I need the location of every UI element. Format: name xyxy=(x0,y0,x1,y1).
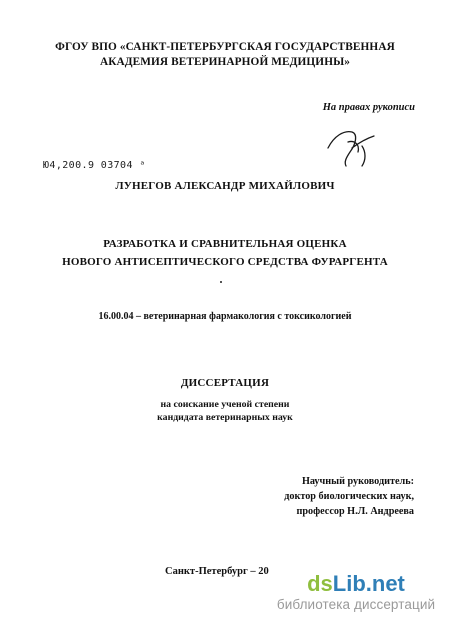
organization-line-2: АКАДЕМИЯ ВЕТЕРИНАРНОЙ МЕДИЦИНЫ» xyxy=(99,56,351,68)
handwritten-signature xyxy=(322,122,378,170)
title-line-2: НОВОГО АНТИСЕПТИЧЕСКОГО СРЕДСТВА ФУРАРГЕНТА xyxy=(62,256,388,268)
dslib-watermark[interactable] xyxy=(271,572,441,612)
registration-stamp-number: Ю4,200.9 03704 ᵃ xyxy=(43,160,146,171)
specialty-code: 16.00.04 – ветеринарная фармакология с токсикологией xyxy=(98,311,352,322)
supervisor-label: Научный руководитель: xyxy=(301,476,414,487)
watermark-caption: библиотека диссертаций xyxy=(276,597,436,612)
title-line-1: РАЗРАБОТКА И СРАВНИТЕЛЬНАЯ ОЦЕНКА xyxy=(103,238,347,250)
supervisor-name: профессор Н.Л. Андреева xyxy=(296,506,414,517)
watermark-logo xyxy=(271,572,441,596)
place-and-year: Санкт-Петербург – 20 xyxy=(165,566,269,577)
degree-line-1: на соискание ученой степени xyxy=(160,399,290,410)
document-type: ДИССЕРТАЦИЯ xyxy=(180,377,270,389)
author-name: ЛУНЕГОВ АЛЕКСАНДР МИХАЙЛОВИЧ xyxy=(115,180,335,192)
organization-header xyxy=(0,40,450,70)
stray-mark xyxy=(220,281,222,283)
supervisor-degree: доктор биологических наук, xyxy=(284,491,414,502)
dissertation-title xyxy=(0,235,450,271)
watermark-logo-part-1: ds xyxy=(307,571,333,596)
watermark-logo-part-2: Lib.net xyxy=(332,571,405,596)
manuscript-rights-note: На правах рукописи xyxy=(322,102,415,113)
degree-line-2: кандидата ветеринарных наук xyxy=(157,412,293,423)
scientific-supervisor xyxy=(284,474,414,519)
degree-description xyxy=(0,398,450,424)
organization-line-1: ФГОУ ВПО «САНКТ-ПЕТЕРБУРГСКАЯ ГОСУДАРСТВЕННАЯ xyxy=(55,41,395,53)
